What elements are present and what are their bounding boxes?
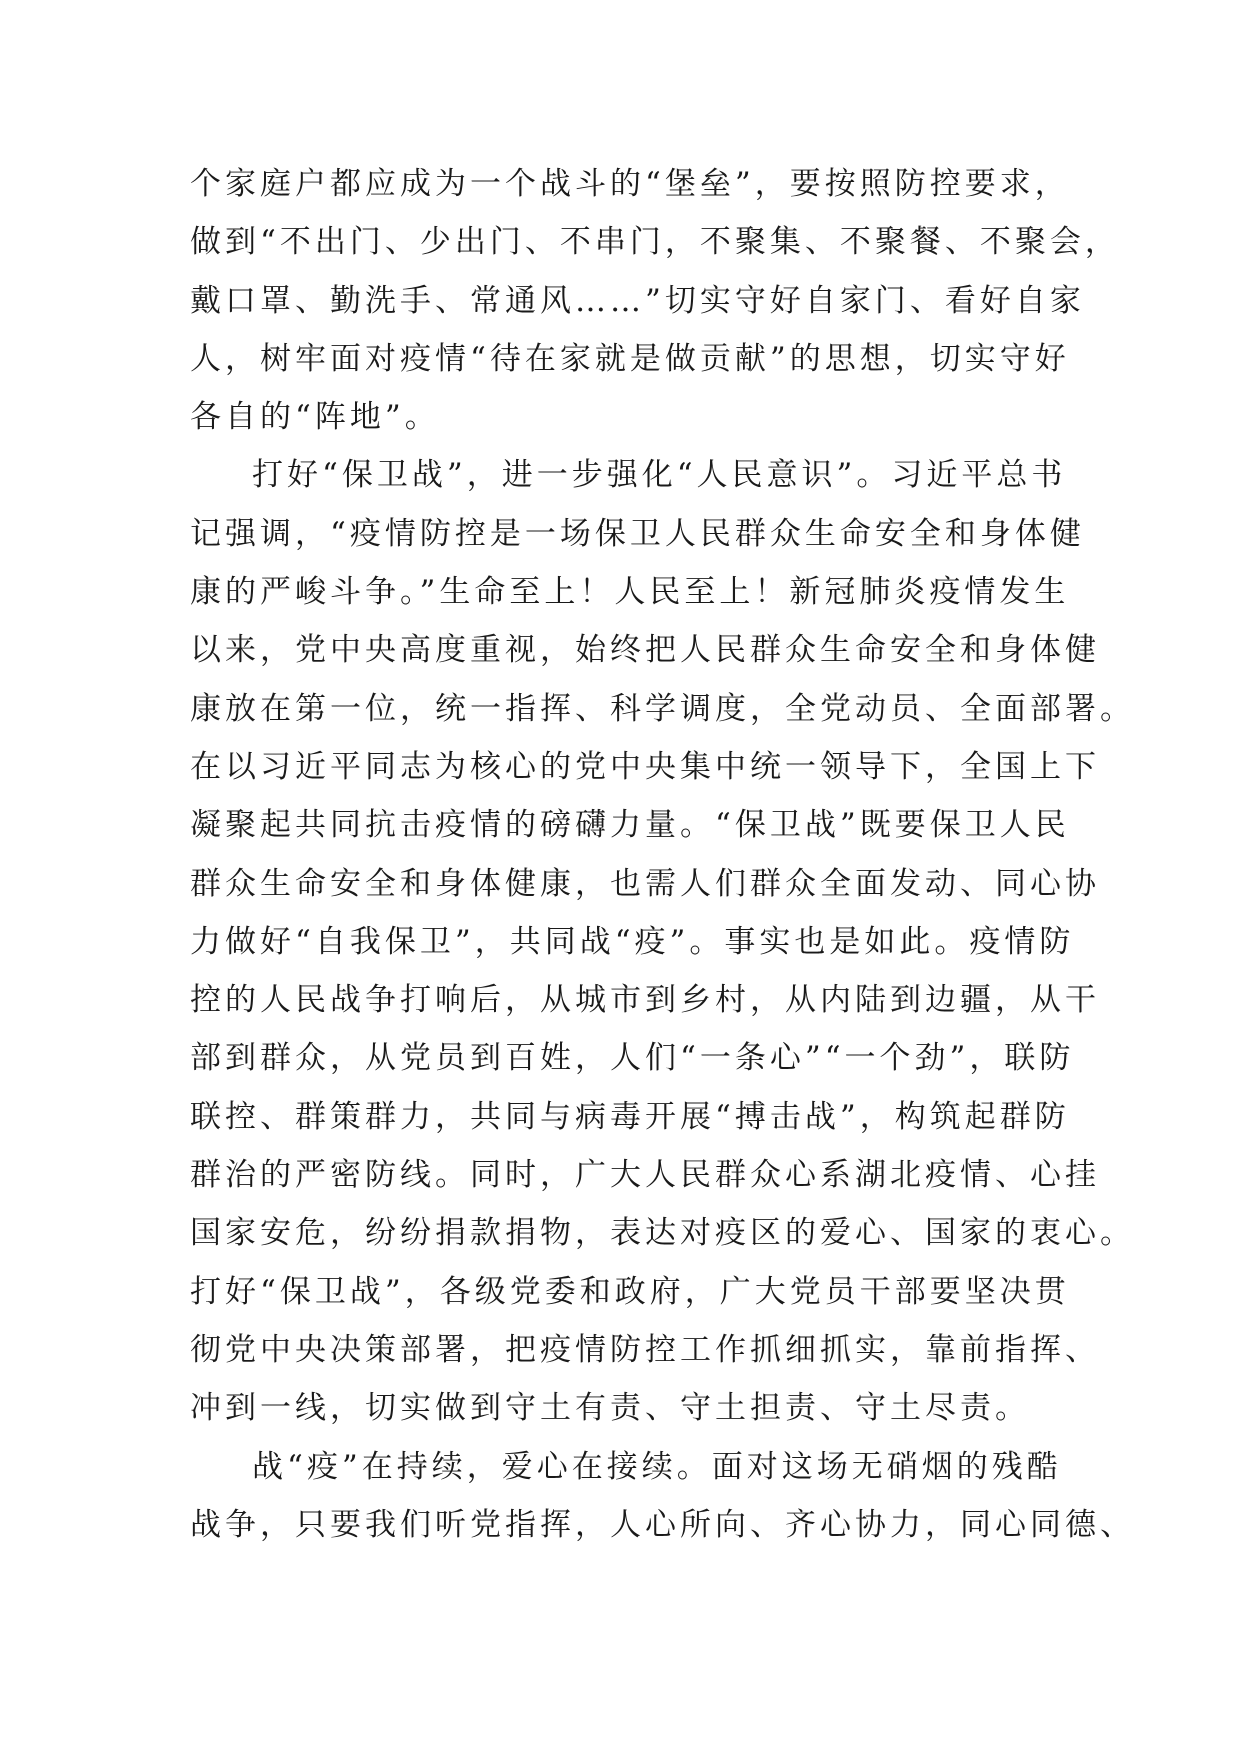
text-line: 联控、群策群力，共同与病毒开展“搏击战”，构筑起群防 xyxy=(190,1098,1070,1135)
text-line: 记强调，“疫情防控是一场保卫人民群众生命安全和身体健 xyxy=(190,515,1085,552)
text-line: 做到“不出门、少出门、不串门，不聚集、不聚餐、不聚会， xyxy=(190,224,1120,261)
text-line: 部到群众，从党员到百姓，人们“一条心”“一个劲”，联防 xyxy=(190,1040,1075,1077)
text-line: 在以习近平同志为核心的党中央集中统一领导下，全国上下 xyxy=(190,748,1100,785)
text-line: 打好“保卫战”，进一步强化“人民意识”。习近平总书 xyxy=(252,457,1067,494)
text-line: 康的严峻斗争。”生命至上！人民至上！新冠肺炎疫情发生 xyxy=(190,574,1070,611)
body-text xyxy=(190,155,1135,1554)
text-line: 人，树牢面对疫情“待在家就是做贡献”的思想，切实守好 xyxy=(190,340,1070,377)
text-line: 以来，党中央高度重视，始终把人民群众生命安全和身体健 xyxy=(190,632,1100,669)
text-line: 彻党中央决策部署，把疫情防控工作抓细抓实，靠前指挥、 xyxy=(190,1331,1100,1368)
text-line: 个家庭户都应成为一个战斗的“堡垒”，要按照防控要求， xyxy=(190,166,1070,202)
text-line: 各自的“阵地”。 xyxy=(190,399,440,436)
text-line: 国家安危，纷纷捐款捐物，表达对疫区的爱心、国家的衷心。 xyxy=(190,1215,1135,1252)
text-line: 戴口罩、勤洗手、常通风……”切实守好自家门、看好自家 xyxy=(190,282,1085,319)
text-line: 控的人民战争打响后，从城市到乡村，从内陆到边疆，从干 xyxy=(190,982,1100,1019)
text-line: 康放在第一位，统一指挥、科学调度，全党动员、全面部署。 xyxy=(190,690,1135,727)
text-line: 力做好“自我保卫”，共同战“疫”。事实也是如此。疫情防 xyxy=(190,923,1075,960)
text-line: 凝聚起共同抗击疫情的磅礴力量。“保卫战”既要保卫人民 xyxy=(190,807,1070,844)
text-line: 打好“保卫战”，各级党委和政府，广大党员干部要坚决贯 xyxy=(190,1273,1070,1310)
text-line: 战争，只要我们听党指挥，人心所向、齐心协力，同心同德、 xyxy=(190,1506,1135,1543)
text-line: 冲到一线，切实做到守土有责、守土担责、守土尽责。 xyxy=(190,1390,1030,1427)
text-line: 战“疫”在持续，爱心在接续。面对这场无硝烟的残酷 xyxy=(252,1448,1062,1485)
text-line: 群众生命安全和身体健康，也需人们群众全面发动、同心协 xyxy=(190,865,1100,902)
text-line: 群治的严密防线。同时，广大人民群众心系湖北疫情、心挂 xyxy=(190,1157,1100,1194)
